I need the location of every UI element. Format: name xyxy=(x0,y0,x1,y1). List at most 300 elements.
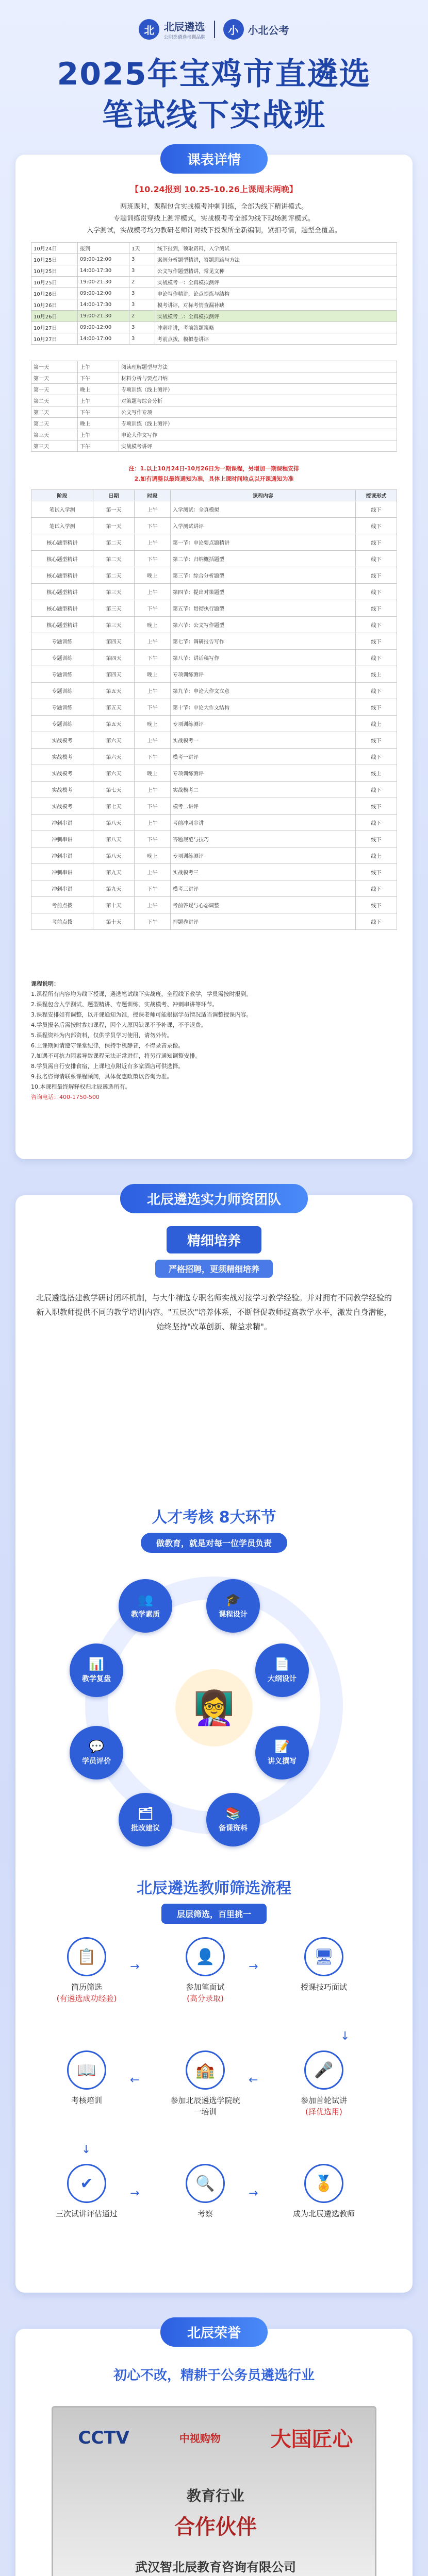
flow-step xyxy=(289,1937,359,1993)
schedule-cell: 材料分析与要点归纳 xyxy=(119,372,397,384)
schedule-cell: 公文写作专项 xyxy=(119,406,397,418)
schedule-cell: 第一节：申论要点题精讲 xyxy=(171,534,356,551)
arrow-right-icon: → xyxy=(249,1960,258,1973)
schedule-row xyxy=(31,429,397,440)
schedule-cell: 上午 xyxy=(135,864,171,880)
schedule-cell: 笔试入学测 xyxy=(31,501,93,518)
flow-step-note: (高分录取) xyxy=(187,1994,224,2003)
schedule-cell: 第三天 xyxy=(31,429,78,440)
schedule-cell: 押题卷讲评 xyxy=(171,913,356,930)
schedule-cell: 核心题型精讲 xyxy=(31,600,93,617)
schedule-cell: 09:00-12:00 xyxy=(78,322,129,333)
schedule-row xyxy=(31,650,397,666)
schedule-cell: 第七天 xyxy=(93,782,135,798)
schedule-cell: 线下 xyxy=(356,650,397,666)
schedule-cell: 10月25日 xyxy=(31,277,78,288)
schedule-cell: 上午 xyxy=(135,584,171,600)
schedule-cell: 第一天 xyxy=(93,501,135,518)
schedule-row xyxy=(31,440,397,452)
assessment-node xyxy=(255,1726,309,1780)
schedule-cell: 第三节：综合分析题型 xyxy=(171,567,356,584)
schedule-cell: 下午 xyxy=(135,551,171,567)
schedule-cell: 上午 xyxy=(135,534,171,551)
schedule-cell: 实战模考 xyxy=(31,798,93,815)
logo-beichen xyxy=(139,19,205,40)
schedule-row xyxy=(31,395,397,406)
schedule-row xyxy=(31,551,397,567)
schedule-row xyxy=(31,518,397,534)
schedule-cell: 模考一讲评 xyxy=(171,749,356,765)
schedule-cell: 线上 xyxy=(356,848,397,864)
schedule-cell: 下午 xyxy=(135,798,171,815)
teacher-section-title: 北辰遴选实力师资团队 xyxy=(120,1184,308,1213)
logo1-sub: 公职类遴选培训品牌 xyxy=(163,35,206,40)
logo2-name: 小北公考 xyxy=(248,24,289,37)
schedule-cell: 核心题型精讲 xyxy=(31,617,93,633)
schedule-cell: 上午 xyxy=(135,815,171,831)
schedule-cell: 第九节：申论大作文立意 xyxy=(171,683,356,699)
schedule-cell: 14:00-17:30 xyxy=(78,299,129,311)
course-red-heading: 【10.24报到 10.25-10.26上课周末两晚】 xyxy=(130,184,298,194)
schedule-cell: 线下 xyxy=(356,749,397,765)
schedule-cell: 下午 xyxy=(78,372,119,384)
schedule-cell: 第七节：调研报告写作 xyxy=(171,633,356,650)
course-section-title: 课表详情 xyxy=(160,144,268,174)
schedule-cell: 第十天 xyxy=(93,897,135,913)
assessment-node-label: 大纲设计 xyxy=(268,1675,297,1683)
schedule-cell: 下午 xyxy=(78,406,119,418)
assessment-node-label: 备课资料 xyxy=(219,1824,248,1833)
schedule-cell: 冲刺串讲 xyxy=(31,880,93,897)
schedule-row xyxy=(31,600,397,617)
assessment-node xyxy=(255,1643,309,1697)
assessment-node-icon: 📄 xyxy=(274,1657,290,1671)
assessment-node xyxy=(119,1793,172,1846)
schedule-cell: 考前点拨 xyxy=(31,897,93,913)
schedule-cell: 晚上 xyxy=(135,666,171,683)
flow-step-label: 授课技巧面试 xyxy=(300,1982,347,1992)
flow-step-icon: 🔍 xyxy=(186,2164,225,2203)
assessment-node-label: 课程设计 xyxy=(219,1611,248,1619)
schedule-cell: 线下 xyxy=(356,567,397,584)
intro-line: 专题训练贯穿线上测评模式，实战模考考全部为线下现场测评模式。 xyxy=(113,215,315,223)
schedule-cell: 实战模考一 xyxy=(171,732,356,749)
flow-step xyxy=(52,2050,122,2106)
schedule-cell: 下午 xyxy=(135,518,171,534)
red-note: 2.如有调整以最终通知为准，具体上课时间地点以开课通知为准 xyxy=(134,476,294,482)
note-item: 10.本课程最终解释权归北辰遴选所有。 xyxy=(31,1083,131,1090)
schedule-cell: 冲刺串讲 xyxy=(31,864,93,880)
schedule-cell: 线下 xyxy=(356,913,397,930)
note-item: 4.学员报名后需按时参加课程，因个人原因缺课不予补课，不予退费。 xyxy=(31,1022,207,1028)
schedule-cell: 考前答疑与心态调整 xyxy=(171,897,356,913)
recruit-pill: 严格招聘，更须精细培养 xyxy=(155,1260,273,1278)
schedule-cell: 上午 xyxy=(135,732,171,749)
schedule-row xyxy=(31,322,397,333)
arrow-down-icon: ↓ xyxy=(81,2143,91,2156)
schedule-cell: 专题训练 xyxy=(31,699,93,716)
schedule-cell: 笔试入学测 xyxy=(31,518,93,534)
teacher-illustration-icon: 👩‍🏫 xyxy=(175,1669,253,1747)
schedule-row xyxy=(31,683,397,699)
schedule-header-cell: 时段 xyxy=(135,490,171,501)
assessment-node-icon: 🎓 xyxy=(225,1592,241,1607)
schedule-row xyxy=(31,243,397,254)
schedule-header-cell: 日期 xyxy=(93,490,135,501)
assessment-node-label: 讲义撰写 xyxy=(268,1757,297,1766)
flow-step-icon: ✔ xyxy=(67,2164,106,2203)
schedule-cell: 专题训练 xyxy=(31,650,93,666)
assessment-node xyxy=(70,1643,123,1697)
hotline-text: 咨询电话：400-1750-500 xyxy=(31,1094,100,1100)
honor-tagline: 初心不改，精耕于公务员遴选行业 xyxy=(113,2368,315,2383)
schedule-cell: 第四天 xyxy=(93,633,135,650)
schedule-cell: 实战模考二 xyxy=(171,782,356,798)
flow-step-icon: 🎤 xyxy=(304,2050,343,2090)
schedule-cell: 考前点拨 xyxy=(31,913,93,930)
schedule-red-notes xyxy=(31,464,397,484)
schedule-cell: 核心题型精讲 xyxy=(31,567,93,584)
schedule-cell: 晚上 xyxy=(135,765,171,782)
flow-step-label: 考核培训 xyxy=(71,2096,102,2105)
schedule-row xyxy=(31,361,397,372)
arrow-right-icon: → xyxy=(249,2187,258,2200)
schedule-row xyxy=(31,254,397,265)
schedule-cell: 第五节：贯彻执行题型 xyxy=(171,600,356,617)
schedule-cell: 第六天 xyxy=(93,732,135,749)
schedule-cell: 第三天 xyxy=(93,584,135,600)
schedule-row xyxy=(31,277,397,288)
schedule-cell: 专项训练（线上测评） xyxy=(119,418,397,429)
schedule-cell: 下午 xyxy=(78,440,119,452)
schedule-cell: 第五天 xyxy=(93,699,135,716)
schedule-cell: 10月27日 xyxy=(31,322,78,333)
note-item: 6.上课期间请遵守课堂纪律，保持手机静音，不得录音录像。 xyxy=(31,1042,184,1049)
schedule-cell: 晚上 xyxy=(78,384,119,395)
schedule-cell: 10月26日 xyxy=(31,299,78,311)
flow-step-note: (择优选用) xyxy=(305,2107,342,2116)
schedule-cell: 线下 xyxy=(356,501,397,518)
schedule-cell: 模考讲评，对标考情查漏补缺 xyxy=(155,299,397,311)
schedule-cell: 案例分析题型精讲，答题思路与方法 xyxy=(155,254,397,265)
brand-logos xyxy=(0,19,428,40)
flow-step-label: 三次试讲评估通过 xyxy=(55,2209,118,2218)
schedule-cell: 线下 xyxy=(356,864,397,880)
schedule-cell: 专题训练 xyxy=(31,633,93,650)
schedule-cell: 第三天 xyxy=(93,617,135,633)
note-item: 1.课程所有内容均为线下授课，遴选笔试线下实战班，全程线下教学，学员需按时报到。 xyxy=(31,991,252,997)
schedule-cell: 第二节：归纳概括题型 xyxy=(171,551,356,567)
logo-xiaobei xyxy=(223,19,289,40)
schedule-cell: 答题规范与技巧 xyxy=(171,831,356,848)
schedule-cell: 入学测试讲评 xyxy=(171,518,356,534)
red-note: 注：1.以上10月24日-10月26日为一期课程，另增加一期课程安排 xyxy=(128,465,300,472)
assessment-node-icon: 🗂 xyxy=(137,1806,154,1821)
assessment-node xyxy=(206,1793,260,1846)
schedule-cell: 10月25日 xyxy=(31,265,78,277)
schedule-row xyxy=(31,699,397,716)
schedule-cell: 10月26日 xyxy=(31,311,78,322)
schedule-row xyxy=(31,848,397,864)
arrow-left-icon: ← xyxy=(130,2074,140,2087)
schedule-cell: 考前点拨，模拟卷讲评 xyxy=(155,333,397,345)
schedule-row xyxy=(31,831,397,848)
schedule-cell: 上午 xyxy=(78,395,119,406)
filter-pill: 层层筛选，百里挑一 xyxy=(161,1904,267,1924)
schedule-cell: 14:00-17:00 xyxy=(78,333,129,345)
schedule-row xyxy=(31,534,397,551)
schedule-cell: 冲刺串讲，考前答题策略 xyxy=(155,322,397,333)
schedule-cell: 09:00-12:00 xyxy=(78,288,129,299)
schedule-row xyxy=(31,765,397,782)
schedule-cell: 模考三讲评 xyxy=(171,880,356,897)
logo-divider xyxy=(214,21,215,38)
schedule-cell: 第十节：申论大作文结构 xyxy=(171,699,356,716)
schedule-row xyxy=(31,913,397,930)
schedule-cell: 实战模考三 xyxy=(171,864,356,880)
beichen-logo-icon: 北 xyxy=(139,19,159,40)
assessment-node-icon: 📚 xyxy=(225,1806,241,1821)
schedule-cell: 核心题型精讲 xyxy=(31,534,93,551)
schedule-cell: 线下 xyxy=(356,699,397,716)
schedule-header-cell: 授课形式 xyxy=(356,490,397,501)
schedule-cell: 考前冲刺串讲 xyxy=(171,815,356,831)
plaque-line-1: 教育行业 xyxy=(186,2487,244,2504)
flow-step-note: (有遴选成功经验) xyxy=(56,1994,117,2003)
schedule-cell: 09:00-12:00 xyxy=(78,254,129,265)
schedule-cell: 第八天 xyxy=(93,815,135,831)
schedule-cell: 第六天 xyxy=(93,765,135,782)
schedule-cell: 下午 xyxy=(135,880,171,897)
schedule-cell: 第四天 xyxy=(93,666,135,683)
intro-line: 两班课时，课程包含实战模考冲刺训练，全部为线下精讲模式。 xyxy=(120,203,308,211)
schedule-row xyxy=(31,299,397,311)
schedule-cell: 实战模考一：全真模拟测评 xyxy=(155,277,397,288)
schedule-cell: 阅读理解题型与方法 xyxy=(119,361,397,372)
xiaobei-logo-icon: 小 xyxy=(223,19,244,40)
schedule-cell: 10月24日 xyxy=(31,243,78,254)
schedule-cell: 核心题型精讲 xyxy=(31,584,93,600)
schedule-cell: 实战模考讲评 xyxy=(119,440,397,452)
schedule-cell: 线下 xyxy=(356,600,397,617)
schedule-cell: 2 xyxy=(129,311,155,322)
schedule-cell: 第四节：提出对策题型 xyxy=(171,584,356,600)
schedule-cell: 19:00-21:30 xyxy=(78,311,129,322)
schedule-cell: 线下 xyxy=(356,880,397,897)
schedule-cell: 上午 xyxy=(78,429,119,440)
schedule-row xyxy=(31,864,397,880)
responsibility-pill: 做教育，就是对每一位学员负责 xyxy=(141,1533,287,1553)
schedule-cell: 晚上 xyxy=(135,716,171,732)
schedule-cell: 线下 xyxy=(356,518,397,534)
schedule-cell: 公文写作题型精讲，常见文种 xyxy=(155,265,397,277)
schedule-cell: 下午 xyxy=(135,831,171,848)
schedule-cell: 核心题型精讲 xyxy=(31,551,93,567)
schedule-cell: 第十天 xyxy=(93,913,135,930)
flow-step-icon: 📋 xyxy=(67,1937,106,1976)
schedule-cell: 第一天 xyxy=(31,384,78,395)
schedule-cell: 10月25日 xyxy=(31,254,78,265)
schedule-cell: 实战模考二：全真模拟测评 xyxy=(155,311,397,322)
schedule-row xyxy=(31,384,397,395)
logo1-name: 北辰遴选 xyxy=(163,21,205,33)
schedule-cell: 第一天 xyxy=(93,518,135,534)
schedule-cell: 第九天 xyxy=(93,880,135,897)
schedule-cell: 实战模考 xyxy=(31,749,93,765)
schedule-cell: 线下 xyxy=(356,534,397,551)
schedule-row xyxy=(31,265,397,277)
assessment-node xyxy=(206,1579,260,1633)
schedule-cell: 冲刺串讲 xyxy=(31,831,93,848)
schedule-cell: 申论写作精讲，论点提炼与结构 xyxy=(155,288,397,299)
schedule-row xyxy=(31,567,397,584)
schedule-row xyxy=(31,897,397,913)
schedule-cell: 晚上 xyxy=(135,567,171,584)
schedule-cell: 2 xyxy=(129,277,155,288)
flow-title: 北辰遴选教师筛选流程 xyxy=(137,1879,291,1897)
plaque-logos xyxy=(53,2423,378,2452)
schedule-cell: 第八节：讲话稿写作 xyxy=(171,650,356,666)
flow-step xyxy=(170,2050,240,2117)
flow-step-icon: 🖥 xyxy=(304,1937,343,1976)
note-item: 9.报名咨询请联系课程顾问，具体优惠政策以咨询为准。 xyxy=(31,1073,173,1080)
schedule-cell: 第四天 xyxy=(93,650,135,666)
schedule-cell: 第二天 xyxy=(31,406,78,418)
training-paragraph: 北辰遴选搭建教学研讨闭环机制，与大牛精选专职名师实战对接学习教学经验。并对拥有不同教学经验的新入职教师提供不同的教学培训内容。"五层次"培养体系，不断督促教师提高教学水平，激发自身潜能，始终坚持"改革创新、精益求精"。 xyxy=(36,1293,392,1331)
schedule-cell: 下午 xyxy=(135,600,171,617)
schedule-cell: 第一天 xyxy=(31,372,78,384)
flow-step-label: 成为北辰遴选教师 xyxy=(292,2209,355,2218)
schedule-cell: 专题训练 xyxy=(31,716,93,732)
schedule-cell: 第八天 xyxy=(93,831,135,848)
schedule-cell: 晚上 xyxy=(135,617,171,633)
assessment-node-icon: 💬 xyxy=(89,1739,104,1754)
assessment-node xyxy=(119,1579,172,1633)
schedule-cell: 专题训练 xyxy=(31,683,93,699)
schedule-cell: 申论大作文写作 xyxy=(119,429,397,440)
schedule-cell: 14:00-17:30 xyxy=(78,265,129,277)
schedule-cell: 下午 xyxy=(135,650,171,666)
page-title-line2: 笔试线下实战班 xyxy=(102,97,326,133)
schedule-cell: 下午 xyxy=(135,913,171,930)
note-item: 7.如遇不可抗力因素导致课程无法正常进行，将另行通知调整安排。 xyxy=(31,1053,201,1059)
schedule-cell: 上午 xyxy=(135,782,171,798)
note-item: 3.课程安排如有调整，以开课通知为准，授课老师可能根据学员情况适当调整授课内容。 xyxy=(31,1011,252,1018)
schedule-row xyxy=(31,716,397,732)
schedule-cell: 报到 xyxy=(78,243,129,254)
assessment-node-label: 教学复盘 xyxy=(82,1675,111,1683)
schedule-cell: 线下 xyxy=(356,584,397,600)
schedule-cell: 3 xyxy=(129,299,155,311)
flow-step-label: 考察 xyxy=(197,2209,213,2218)
schedule-cell: 3 xyxy=(129,265,155,277)
assessment-node-label: 教学素质 xyxy=(131,1611,160,1619)
schedule-cell: 第五天 xyxy=(93,683,135,699)
flow-step-icon: 🏫 xyxy=(186,2050,225,2090)
schedule-cell: 3 xyxy=(129,254,155,265)
schedule-header-cell: 课程内容 xyxy=(171,490,356,501)
plaque-line-3: 武汉智北辰教育咨询有限公司 xyxy=(135,2560,296,2574)
schedule-cell: 线下 xyxy=(356,782,397,798)
flow-step-icon: 👤 xyxy=(186,1937,225,1976)
course-detail-card xyxy=(15,152,413,1159)
flow-step xyxy=(52,2164,122,2219)
schedule-cell: 第六天 xyxy=(93,749,135,765)
assessment-node xyxy=(70,1726,123,1780)
schedule-cell: 3 xyxy=(129,322,155,333)
schedule-header-cell: 阶段 xyxy=(31,490,93,501)
schedule-row xyxy=(31,617,397,633)
schedule-cell: 线上 xyxy=(356,666,397,683)
assessment-node-label: 学员评价 xyxy=(82,1757,111,1766)
schedule-cell: 线下 xyxy=(356,815,397,831)
schedule-cell: 线下 xyxy=(356,897,397,913)
teacher-team-card xyxy=(15,1192,413,2293)
schedule-cell: 第二天 xyxy=(93,534,135,551)
flow-step-icon: 🏅 xyxy=(304,2164,343,2203)
schedule-cell: 第二天 xyxy=(93,551,135,567)
schedule-cell: 10月27日 xyxy=(31,333,78,345)
schedule-cell: 第九天 xyxy=(93,864,135,880)
schedule-row xyxy=(31,798,397,815)
schedule-cell: 19:00-21:30 xyxy=(78,277,129,288)
schedule-cell: 第二天 xyxy=(31,395,78,406)
assessment-title: 人才考核 8大环节 xyxy=(152,1509,276,1527)
schedule-cell: 线上 xyxy=(356,765,397,782)
schedule-row xyxy=(31,815,397,831)
schedule-cell: 冲刺串讲 xyxy=(31,848,93,864)
schedule-cell: 第六节：公文写作题型 xyxy=(171,617,356,633)
note-item: 5.课程资料为内部资料，仅供学员学习使用，请勿外传。 xyxy=(31,1032,173,1039)
note-item: 8.学员需自行安排食宿，上课地点附近有多家酒店可供选择。 xyxy=(31,1063,184,1070)
schedule-cell: 实战模考 xyxy=(31,782,93,798)
arrow-down-icon: ↓ xyxy=(340,2030,350,2043)
honor-section-title: 北辰荣誉 xyxy=(160,2317,268,2347)
schedule-row xyxy=(31,666,397,683)
assessment-node-icon: 📝 xyxy=(274,1739,290,1754)
schedule-row xyxy=(31,633,397,650)
schedule-cell: 上午 xyxy=(78,361,119,372)
schedule-cell: 第三天 xyxy=(93,600,135,617)
flow-step-label: 参加北辰遴选学院统一培训 xyxy=(170,2096,240,2116)
schedule-cell: 上午 xyxy=(135,683,171,699)
schedule-row xyxy=(31,311,397,322)
schedule-cell: 线下 xyxy=(356,732,397,749)
flow-step-label: 参加首轮试讲 xyxy=(300,2096,347,2105)
plaque-line-2: 合作伙伴 xyxy=(174,2515,257,2539)
assessment-node-label: 批改建议 xyxy=(131,1824,160,1833)
assessment-node-icon: 📊 xyxy=(89,1657,104,1671)
schedule-table-3 xyxy=(31,489,397,930)
schedule-cell: 第三天 xyxy=(31,440,78,452)
cctv-logo: CCTV xyxy=(78,2427,129,2448)
schedule-cell: 第二天 xyxy=(31,418,78,429)
schedule-cell: 上午 xyxy=(135,897,171,913)
schedule-row xyxy=(31,333,397,345)
schedule-cell: 3 xyxy=(129,333,155,345)
schedule-cell: 下午 xyxy=(135,699,171,716)
schedule-cell: 线下 xyxy=(356,831,397,848)
intro-line: 入学测试，实战模考均为教研老师针对线下授课所全新编制，紧扣考情，题型全覆盖。 xyxy=(86,227,341,234)
flow-step xyxy=(170,2164,240,2219)
schedule-cell: 线下 xyxy=(356,798,397,815)
schedule-cell: 专题训练 xyxy=(31,666,93,683)
schedule-cell: 实战模考 xyxy=(31,765,93,782)
schedule-cell: 3 xyxy=(129,288,155,299)
partner-plaque xyxy=(52,2406,376,2576)
schedule-row xyxy=(31,372,397,384)
schedule-cell: 下午 xyxy=(135,749,171,765)
